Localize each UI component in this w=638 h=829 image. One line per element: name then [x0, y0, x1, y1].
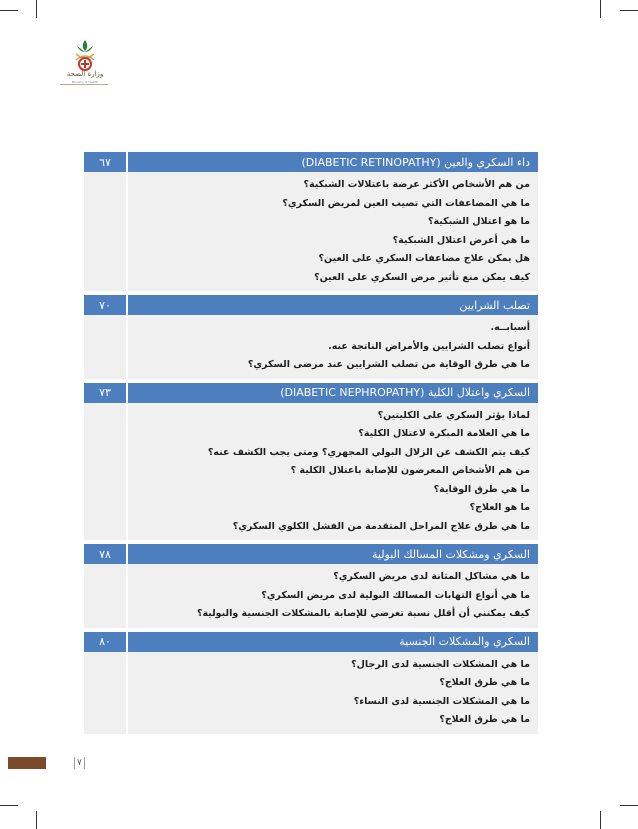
section-body [84, 652, 538, 734]
topics-list [128, 315, 538, 379]
emblem-icon [60, 38, 110, 72]
toc-section [84, 295, 538, 379]
topic-item: لماذا يؤثر السكري على الكليتين؟ [377, 409, 530, 421]
topic-item: ما هي المضاعفات التي تصيب العين لمريض السكري؟ [282, 197, 530, 209]
topic-item: ما هي طرق العلاج؟ [439, 714, 530, 725]
topic-item: أنواع تصلب الشرايين والأمراض الناتجة عنه. [328, 340, 530, 352]
crop-mark [600, 811, 601, 829]
toc-section [84, 544, 538, 628]
section-title: داء السكري والعين (DIABETIC RETINOPATHY) [128, 152, 538, 172]
crop-mark [620, 10, 638, 11]
topic-item: ما هي طرق الوقاية من تصلب الشرايين عند مرضى السكري؟ [247, 359, 530, 370]
section-page-number: ٧٣ [84, 383, 126, 403]
page-column-cell [84, 403, 126, 541]
topics-list [128, 564, 538, 628]
section-page-number: ٧٠ [84, 295, 126, 315]
topic-item: ما هي المشكلات الجنسية لدى النساء؟ [353, 695, 530, 707]
topic-item: هل يمكن علاج مضاعفات السكري على العين؟ [318, 253, 530, 264]
crop-mark [600, 0, 601, 18]
topic-item: ما هي أنواع التهابات المسالك البولية لدى مريض السكري؟ [261, 589, 530, 601]
section-header [84, 295, 538, 315]
section-body [84, 403, 538, 541]
section-header [84, 152, 538, 172]
crop-mark [0, 10, 18, 11]
topics-list [128, 652, 538, 734]
topic-item: كيف يمكن منع تأثير مرض السكري على العين؟ [314, 271, 530, 283]
section-body [84, 564, 538, 628]
section-title: تصلب الشرايين [128, 295, 538, 315]
topic-item: ما هي العلامة المبكرة لاعتلال الكلية؟ [358, 428, 530, 439]
topics-list [128, 172, 538, 291]
topic-item: أسبابــه. [490, 322, 530, 333]
topic-item: من هم الأشخاص المعرضون للإصابة باعتلال الكلية ؟ [290, 465, 530, 476]
topic-item: ما هي طرق علاج المراحل المتقدمة من الفشل الكلوي السكري؟ [232, 520, 530, 532]
page-column-cell [84, 564, 126, 628]
section-header [84, 544, 538, 564]
footer-accent-bar [8, 757, 46, 769]
section-title: السكري والمشكلات الجنسية [128, 632, 538, 652]
topic-item: ما هو العلاج؟ [469, 502, 530, 513]
toc-section [84, 632, 538, 734]
section-page-number: ٦٧ [84, 152, 126, 172]
crop-mark [36, 811, 37, 829]
section-page-number: ٨٠ [84, 632, 126, 652]
crop-mark [620, 805, 638, 806]
topic-item: ما هي طرق الوقاية؟ [433, 483, 530, 495]
topic-item: كيف يتم الكشف عن الزلال البولي المجهري؟ ومتى يجب الكشف عنه؟ [207, 446, 530, 458]
toc-section [84, 152, 538, 291]
topic-item: ما هي المشكلات الجنسية لدى الرجال؟ [351, 658, 530, 670]
page-column-cell [84, 315, 126, 379]
page-column-cell [84, 652, 126, 734]
topic-item: ما هي مشاكل المثانة لدى مريض السكري؟ [333, 571, 530, 582]
topic-item: ما هو اعتلال الشبكية؟ [427, 216, 530, 227]
logo-divider [60, 84, 108, 85]
crop-mark [36, 0, 37, 18]
section-page-number: ٧٨ [84, 544, 126, 564]
topic-item: من هم الأشخاص الأكثر عرضة باعتلالات الشبكية؟ [303, 179, 530, 190]
page-number: ٧ [74, 757, 85, 769]
section-title: السكري ومشكلات المسالك البولية [128, 544, 538, 564]
toc-section [84, 383, 538, 541]
page-column-cell [84, 172, 126, 291]
section-body [84, 315, 538, 379]
topic-item: ما هي طرق العلاج؟ [439, 677, 530, 688]
section-body [84, 172, 538, 291]
topics-list [128, 403, 538, 541]
logo-name: وزارة الصحة [66, 70, 104, 78]
section-header [84, 383, 538, 403]
crop-mark [0, 805, 18, 806]
logo-subtitle: Ministry of Health [71, 80, 99, 84]
section-header [84, 632, 538, 652]
section-title: السكري واعتلال الكلية (DIABETIC NEPHROPATHY) [128, 383, 538, 403]
topic-item: كيف يمكنني أن أقلل نسبة تعرضي للإصابة بالمشكلات الجنسية والبولية؟ [196, 608, 530, 619]
table-of-contents [84, 152, 538, 738]
topic-item: ما هي أعرض اعتلال الشبكية؟ [392, 234, 530, 246]
